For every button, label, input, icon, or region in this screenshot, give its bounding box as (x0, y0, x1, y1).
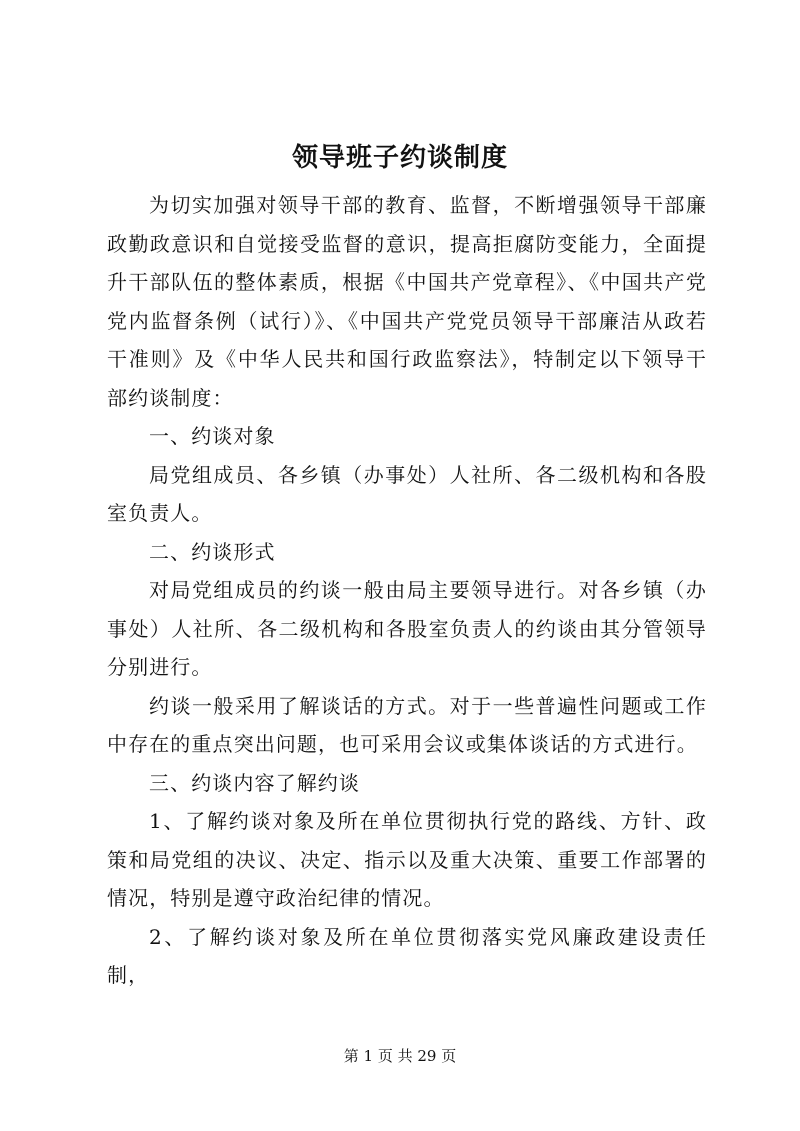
paragraph-targets: 局党组成员、各乡镇（办事处）人社所、各二级机构和各股室负责人。 (107, 462, 707, 525)
document-body (107, 186, 707, 995)
section-heading-3: 三、约谈内容了解约谈 (149, 770, 360, 795)
paragraph-content-2: 2、了解约谈对象及所在单位贯彻落实党风廉政建设责任制， (107, 924, 707, 987)
paragraph-form-2: 约谈一般采用了解谈话的方式。对于一些普遍性问题或工作中存在的重点突出问题，也可采用会议或集体谈话的方式进行。 (107, 693, 707, 756)
section-heading-1: 一、约谈对象 (149, 424, 276, 448)
paragraph-content-1: 1、了解约谈对象及所在单位贯彻执行党的路线、方针、政策和局党组的决议、决定、指示以及重大决策、重要工作部署的情况，特别是遵守政治纪律的情况。 (107, 809, 707, 910)
document-title: 领导班子约谈制度 (291, 143, 508, 173)
paragraph-form-1: 对局党组成员的约谈一般由局主要领导进行。对各乡镇（办事处）人社所、各二级机构和各股室负责人的约谈由其分管领导分别进行。 (107, 578, 707, 679)
paragraph-intro: 为切实加强对领导干部的教育、监督，不断增强领导干部廉政勤政意识和自觉接受监督的意识，提高拒腐防变能力，全面提升干部队伍的整体素质，根据《中国共产党章程》、《中国共产党党内监督条例（试行）》、《中国共产党党员领导干部廉洁从政若干准则》及《中华人民共和国行政监察法》，特制定以下领导干部约谈制度： (107, 193, 707, 410)
page-footer: 第 1 页 共 29 页 (343, 1047, 457, 1065)
section-heading-2: 二、约谈形式 (149, 539, 276, 564)
